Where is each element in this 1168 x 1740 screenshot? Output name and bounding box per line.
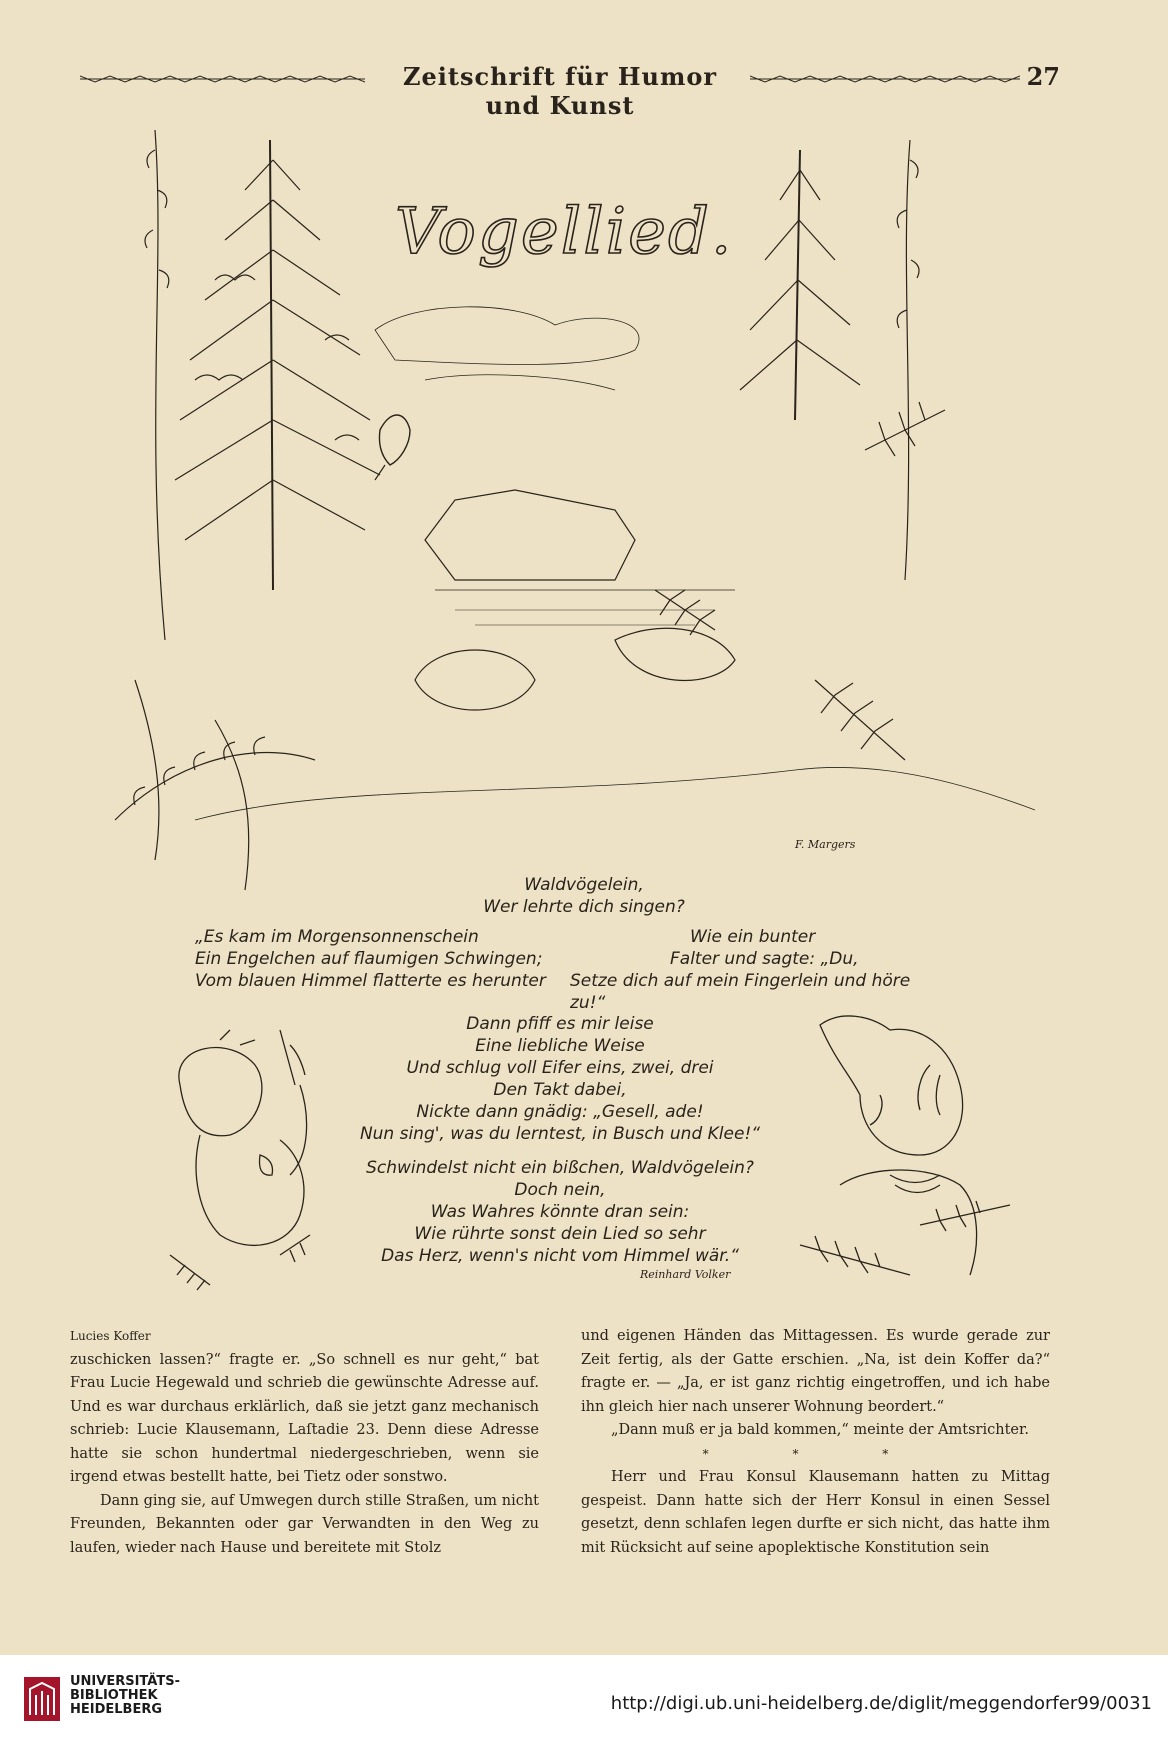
running-header [80, 62, 1060, 120]
logo-line: UNIVERSITÄTS- [70, 1674, 180, 1689]
poem-line: Und schlug voll Eifer eins, zwei, drei [406, 1058, 714, 1078]
logo-line: BIBLIOTHEK [70, 1688, 158, 1703]
poem-stanza3 [330, 1157, 790, 1267]
prose-right-column [581, 1325, 1050, 1560]
poem-line: Den Takt dabei, [493, 1080, 627, 1100]
university-library-logo [22, 1675, 62, 1723]
child-figure-right [780, 1005, 1020, 1295]
poem-stanza2 [330, 1013, 790, 1145]
child-figure-left [160, 1025, 360, 1295]
university-library-name [70, 1675, 180, 1717]
poem-line: Dann pfiff es mir leise [466, 1014, 654, 1034]
poem-line: Nickte dann gnädig: „Gesell, ade! [416, 1102, 704, 1122]
poem-line: Das Herz, wenn's nicht vom Himmel wär.“ [381, 1246, 739, 1266]
poem-line: Wer lehrte dich singen? [483, 897, 685, 917]
artist-signature: F. Margers [795, 838, 856, 851]
prose-left-column [70, 1325, 539, 1560]
prose-paragraph: Dann ging sie, auf Umwegen durch stille Straßen, um nicht Freunden, Bekannten oder gar Verwandten in den Weg zu laufen, wieder nach Hause und bereitete mit Stolz [70, 1492, 539, 1556]
section-break: * * * [702, 1446, 929, 1461]
poem-line: Nun sing', was du lerntest, in Busch und Klee!“ [359, 1124, 761, 1144]
journal-title: Zeitschrift für Humor und Kunst [402, 62, 718, 120]
poem-line: Waldvögelein, [524, 875, 644, 895]
poem-author: Reinhard Volker [640, 1268, 731, 1281]
poem-line: Schwindelst nicht ein bißchen, Waldvögelein? [366, 1158, 754, 1178]
ornament-rule-right [750, 74, 1020, 84]
poem-line: Falter und sagte: „Du, [670, 949, 859, 969]
poem-line: Vom blauen Himmel flatterte es herunter [195, 971, 546, 991]
logo-line: HEIDELBERG [70, 1702, 163, 1717]
poem-line: Eine liebliche Weise [475, 1036, 645, 1056]
library-footer [0, 1655, 1168, 1740]
prose-paragraph: und eigenen Händen das Mittagessen. Es wurde gerade zur Zeit fertig, als der Gatte erschien. „Na, ist dein Koffer da?“ fragte er. — „Ja, er ist ganz richtig eingetroffen, und ich habe ihn gleich hier nach unserer Wohnung beordert.“ [581, 1328, 1050, 1415]
ornament-rule-left [80, 74, 365, 84]
poem-line: Was Wahres könnte dran sein: [430, 1202, 690, 1222]
poem-line: „Es kam im Morgensonnenschein [195, 927, 479, 947]
poem-line: Doch nein, [514, 1180, 606, 1200]
poem-stanza1-right [560, 926, 940, 1014]
poem-line: Ein Engelchen auf flaumigen Schwingen; [195, 949, 543, 969]
prose-paragraph: „Dann muß er ja bald kommen,“ meinte der Amtsrichter. [611, 1422, 1029, 1438]
poem-intro [0, 874, 1168, 918]
poem-stanza1-left [195, 926, 615, 992]
prose-paragraph: zuschicken lassen?“ fragte er. „So schnell es nur geht,“ bat Frau Lucie Hegewald und schrieb die gewünschte Adresse auf. Und es war durchaus erklärlich, daß sie jetzt ganz mechanisch schrieb: Lucie Klausemann, Laſtadie 23. Denn diese Adresse hatte sie schon hundertmal niedergeschrieben, wenn sie irgend etwas bestellt hatte, bei Tietz oder sonstwo. [70, 1351, 539, 1485]
poem-line: Wie rührte sonst dein Lied so sehr [414, 1224, 706, 1244]
page-number: 27 [1026, 62, 1060, 91]
prose-paragraph: Herr und Frau Konsul Klausemann hatten zu Mittag gespeist. Dann hatte sich der Herr Konsul in einen Sessel gesetzt, denn schlafen legen durfte er sich nicht, das hatte ihm mit Rücksicht auf seine apoplektische Konstitution sein [581, 1469, 1050, 1556]
source-url[interactable]: http://digi.ub.uni-heidelberg.de/diglit/meggendorfer99/0031 [610, 1693, 1152, 1714]
running-headline: Lucies Koffer [70, 1329, 151, 1343]
poem-title: Vogellied. [395, 195, 734, 269]
poem-line: Setze dich auf mein Fingerlein und höre zu!“ [570, 971, 911, 1013]
poem-line: Wie ein bunter [690, 927, 816, 947]
